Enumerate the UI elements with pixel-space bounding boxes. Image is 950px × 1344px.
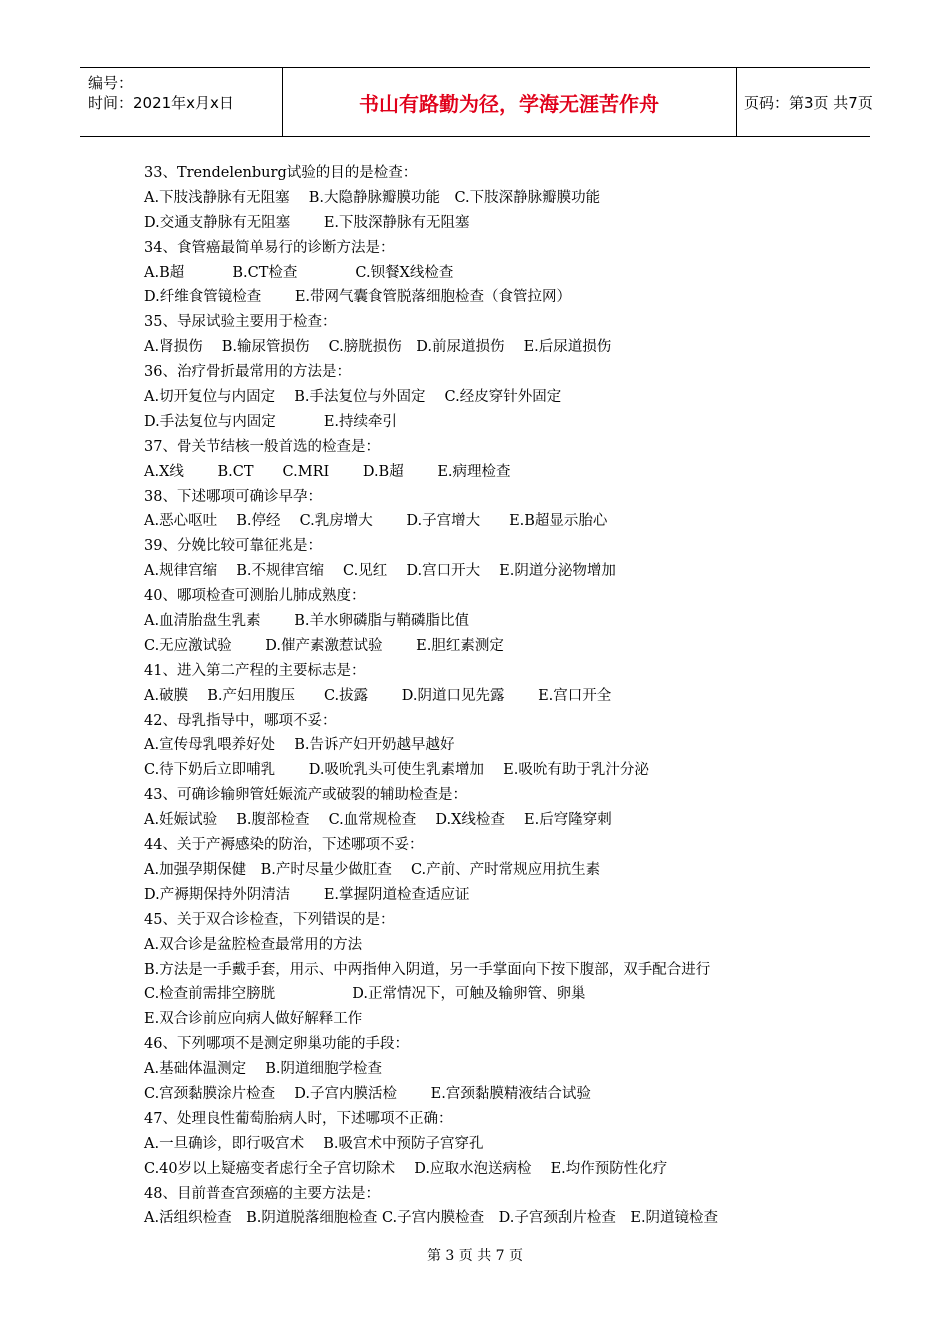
header-page-cell [736,68,873,136]
header-meta [80,68,283,136]
header-motto: 书山有路勤为径，学海无涯苦作舟 [359,91,659,116]
answer-options: A.宣传母乳喂养好处 B.告诉产妇开奶越早越好 [144,737,455,754]
question-stem: 33、Trendelenburg试验的目的是检查： [144,165,418,181]
answer-options: A.妊娠试验 B.腹部检查 C.血常规检查 D.X线检查 E.后穹隆穿刺 [144,812,612,829]
answer-options: D.纤维食管镜检查 E.带网气囊食管脱落细胞检查（食管拉网） [144,289,572,306]
header-motto-cell [282,68,737,136]
question-stem: 46、下列哪项不是测定卵巢功能的手段： [144,1036,409,1053]
answer-options: C.待下奶后立即哺乳 D.吸吮乳头可使生乳素增加 E.吸吮有助于乳汁分泌 [144,762,649,779]
answer-options: C.检查前需排空膀胱 D.正常情况下，可触及输卵管、卵巢 [144,986,586,1003]
doc-number-label: 编号： [88,74,134,92]
question-stem: 40、哪项检查可测胎儿肺成熟度： [144,588,366,605]
question-stem: 44、关于产褥感染的防治，下述哪项不妥： [144,837,424,854]
question-stem: 36、治疗骨折最常用的方法是： [144,364,351,381]
answer-options: A.切开复位与内固定 B.手法复位与外固定 C.经皮穿针外固定 [144,389,562,406]
answer-options: A.加强孕期保健 B.产时尽量少做肛查 C.产前、产时常规应用抗生素 [144,861,601,878]
question-stem: 35、导尿试验主要用于检查： [144,314,337,331]
answer-options: C.宫颈黏膜涂片检查 D.子宫内膜活检 E.宫颈黏膜精液结合试验 [144,1085,591,1102]
answer-options: A.破膜 B.产妇用腹压 C.拔露 D.阴道口见先露 E.宫口开全 [144,687,612,704]
question-stem: 43、可确诊输卵管妊娠流产或破裂的辅助检查是： [144,787,467,804]
answer-options: A.恶心呕吐 B.停经 C.乳房增大 D.子宫增大 E.B超显示胎心 [144,513,608,530]
question-stem: 48、目前普查宫颈癌的主要方法是： [144,1185,380,1202]
question-stem: 37、骨关节结核一般首选的检查是： [144,438,380,455]
question-stem: 39、分娩比较可靠征兆是： [144,538,322,555]
question-stem: 45、关于双合诊检查，下列错误的是： [144,911,395,928]
answer-options: A.双合诊是盆腔检查最常用的方法 [144,936,363,953]
question-stem: 34、食管癌最简单易行的诊断方法是： [144,239,395,256]
question-list [144,161,834,1231]
answer-options: B.方法是一手戴手套，用示、中两指伸入阴道，另一手掌面向下按下腹部，双手配合进行 [144,961,711,978]
question-stem: 47、处理良性葡萄胎病人时，下述哪项不正确： [144,1110,453,1127]
doc-time-label: 时间：2021年x月x日 [88,94,234,112]
answer-options: A.基础体温测定 B.阴道细胞学检查 [144,1061,382,1078]
header-page-info: 页码：第3页 共7页 [744,93,873,112]
answer-options: A.血清胎盘生乳素 B.羊水卵磷脂与鞘磷脂比值 [144,613,469,630]
answer-options: D.交通支静脉有无阻塞 E.下肢深静脉有无阻塞 [144,214,470,231]
question-stem: 38、下述哪项可确诊早孕： [144,488,322,505]
answer-options: C.无应激试验 D.催产素激惹试验 E.胆红素测定 [144,637,504,654]
answer-options: A.活组织检查 B.阴道脱落细胞检查 C.子宫内膜检查 D.子宫颈刮片检查 E.阴道镜检查 [144,1210,719,1227]
answer-options: A.肾损伤 B.输尿管损伤 C.膀胱损伤 D.前尿道损伤 E.后尿道损伤 [144,339,612,356]
answer-options: E.双合诊前应向病人做好解释工作 [144,1011,363,1028]
question-stem: 41、进入第二产程的主要标志是： [144,662,366,679]
page-footer: 第 3 页 共 7 页 [426,1248,524,1264]
question-stem: 42、母乳指导中，哪项不妥： [144,712,337,729]
page-header [80,67,873,137]
answer-options: A.下肢浅静脉有无阻塞 B.大隐静脉瓣膜功能 C.下肢深静脉瓣膜功能 [144,189,601,206]
answer-options: A.B超 B.CT检查 C.钡餐X线检查 [144,264,454,281]
answer-options: C.40岁以上疑癌变者虑行全子宫切除术 D.应取水泡送病检 E.均作预防性化疗 [144,1160,668,1177]
answer-options: D.产褥期保持外阴清洁 E.掌握阴道检查适应证 [144,886,470,903]
answer-options: A.规律宫缩 B.不规律宫缩 C.见红 D.宫口开大 E.阴道分泌物增加 [144,563,616,580]
answer-options: A.一旦确诊，即行吸宫术 B.吸宫术中预防子宫穿孔 [144,1135,484,1152]
answer-options: D.手法复位与内固定 E.持续牵引 [144,413,398,430]
answer-options: A.X线 B.CT C.MRI D.B超 E.病理检查 [144,463,511,480]
